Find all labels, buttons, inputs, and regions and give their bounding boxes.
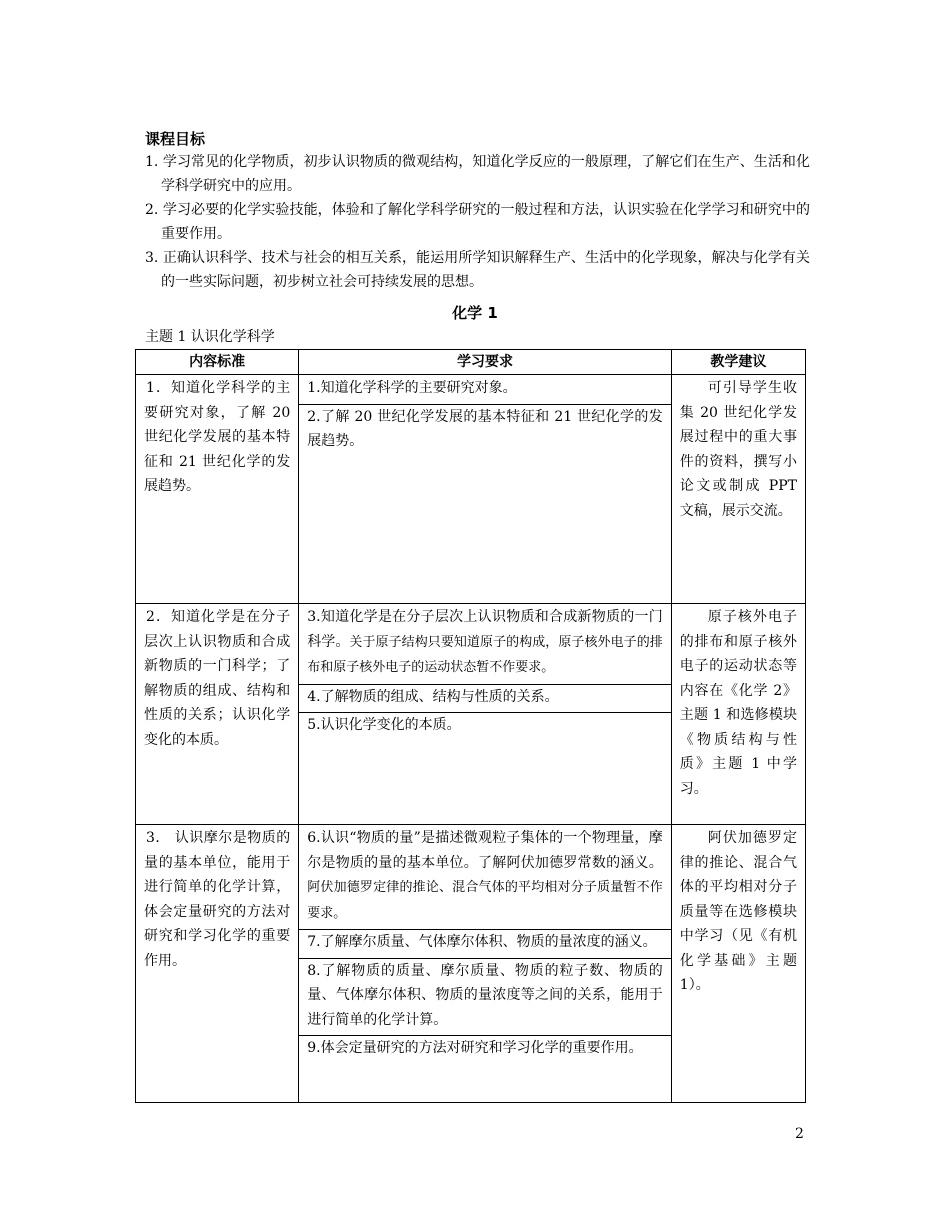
content-standard-cell: 2．知道化学是在分子层次上认识物质和合成新物质的一门科学；了解物质的组成、结构和性质的关系；认识化学变化的本质。	[136, 604, 299, 825]
subject-title: 化学 1	[452, 304, 498, 322]
content-standard-cell: 1．知道化学科学的主要研究对象，了解 20 世纪化学发展的基本特征和 21 世纪化学的发展趋势。	[136, 375, 299, 604]
goal-item: 2. 学习必要的化学实验技能，体验和了解化学科学研究的一般过程和方法，认识实验在化学学习和研究中的重要作用。	[145, 202, 810, 242]
requirements-cell	[299, 375, 672, 604]
curriculum-standards-table	[135, 349, 806, 1103]
column-header-teaching-suggestions: 教学建议	[671, 350, 805, 375]
requirement-note: 阿伏加德罗定律的推论、混合气体的平均相对分子质量暂不作要求。	[307, 880, 663, 921]
requirement-item: 2.了解 20 世纪化学发展的基本特征和 21 世纪化学的发展趋势。	[307, 408, 663, 449]
requirements-cell	[299, 825, 672, 1103]
teaching-suggestion-cell: 阿伏加德罗定律的推论、混合气体的平均相对分子质量等在选修模块中学习（见《有机化学基础》主题 1）。	[671, 825, 805, 1103]
teaching-suggestion-cell: 可引导学生收集 20 世纪化学发展过程中的重大事件的资料，撰写小论文或制成 PPT 文稿，展示交流。	[671, 375, 805, 604]
requirement-item: 6.认识“物质的量”是描述微观粒子集体的一个物理量，摩尔是物质的量的基本单位。了解阿伏加德罗常数的涵义。阿伏加德罗定律的推论、混合气体的平均相对分子质量暂不作要求。	[299, 826, 671, 930]
content-standard-cell: 3． 认识摩尔是物质的量的基本单位，能用于进行简单的化学计算，体会定量研究的方法对研究和学习化学的重要作用。	[136, 825, 299, 1103]
table-row	[136, 375, 806, 604]
requirement-item: 7.了解摩尔质量、气体摩尔体积、物质的量浓度的涵义。	[299, 930, 671, 959]
requirement-item: 8.了解物质的质量、摩尔质量、物质的粒子数、物质的量、气体摩尔体积、物质的量浓度等之间的关系，能用于进行简单的化学计算。	[299, 959, 671, 1037]
course-goals-heading: 课程目标	[145, 130, 206, 148]
requirements-cell	[299, 604, 672, 825]
table-row	[136, 604, 806, 825]
page-number: 2	[795, 1126, 804, 1142]
teaching-suggestion-cell: 原子核外电子的排布和原子核外电子的运动状态等内容在《化学 2》主题 1 和选修模块《物质结构与性质》主题 1 中学习。	[671, 604, 805, 825]
requirement-item: 3.知道化学是在分子层次上认识物质和合成新物质的一门科学。关于原子结构只要知道原子的构成，原子核外电子的排布和原子核外电子的运动状态暂不作要求。	[299, 605, 671, 685]
table-header-row	[136, 350, 806, 375]
requirement-item: 4.了解物质的组成、结构与性质的关系。	[299, 685, 671, 714]
column-header-learning-requirements: 学习要求	[299, 350, 672, 375]
course-goals-list	[145, 150, 810, 294]
requirement-note: 关于原子结构只要知道原子的构成，原子核外电子的排布和原子核外电子的运动状态暂不作要求。	[307, 634, 663, 675]
column-header-content-standard: 内容标准	[136, 350, 299, 375]
requirement-item: 5.认识化学变化的本质。	[307, 717, 461, 733]
topic-title: 主题 1 认识化学科学	[145, 329, 275, 345]
goal-item: 3. 正确认识科学、技术与社会的相互关系，能运用所学知识解释生产、生活中的化学现象，解决与化学有关的一些实际问题，初步树立社会可持续发展的思想。	[145, 250, 810, 290]
goal-item: 1. 学习常见的化学物质，初步认识物质的微观结构，知道化学反应的一般原理，了解它们在生产、生活和化学科学研究中的应用。	[145, 154, 810, 194]
table-row	[136, 825, 806, 1103]
requirement-item: 1.知道化学科学的主要研究对象。	[299, 376, 671, 405]
requirement-item: 9.体会定量研究的方法对研究和学习化学的重要作用。	[307, 1040, 643, 1056]
